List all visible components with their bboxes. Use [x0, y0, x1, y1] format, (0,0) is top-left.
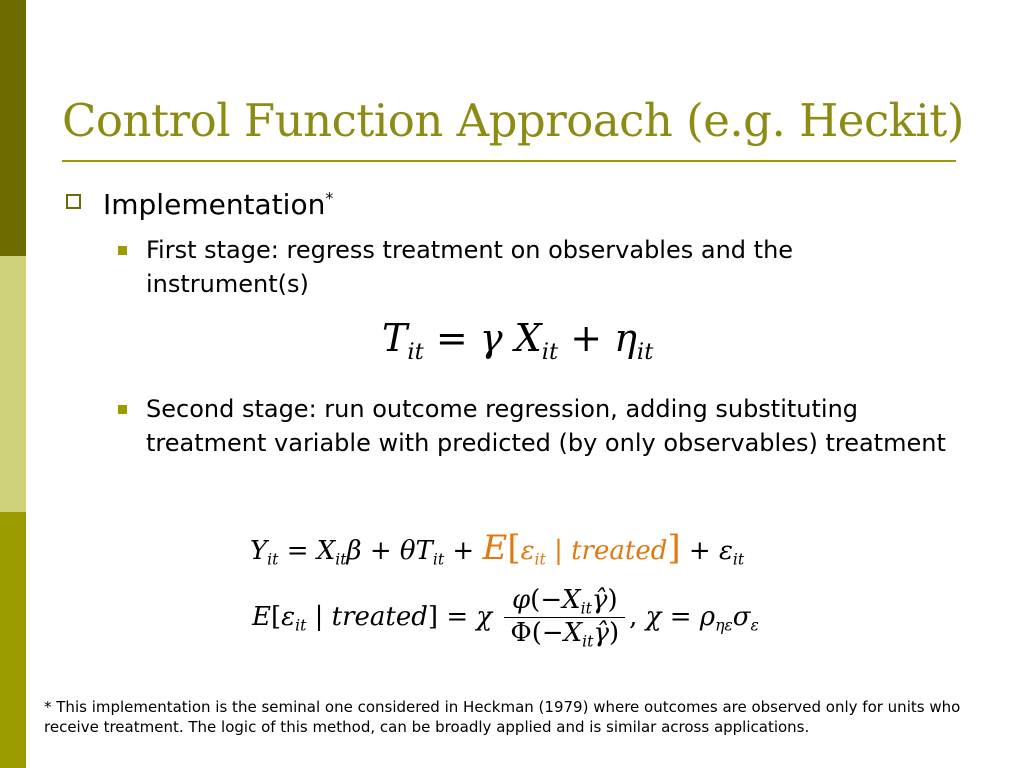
inverse-mills-ratio-fraction: $\frac{\varphi(-X_{it}\gammâ)}{\Phi(-X_{it}\gammâ)}$ — [504, 585, 625, 651]
equation-control-function: $E[\varepsilon_{it}$ | treated] = χ $\frac{\varphi(-X_{it}\gammâ)}{\Phi(-X_{it}\gammâ)}$ , $\chi = \rho_{\eta\varepsilon}\sigma_\varepsilon$ — [252, 585, 759, 651]
filled-square-bullet-icon — [118, 405, 127, 414]
footnote: * This implementation is the seminal one considered in Heckman (1979) where outcomes are observed only for units who receive treatment. The logic of this method, can be broadly applied and is similar across applications. — [44, 698, 961, 736]
decor-bar-bottom — [0, 512, 26, 768]
sub-bullet-first-stage-text: First stage: regress treatment on observables and the instrument(s) — [146, 236, 794, 298]
decor-bar-middle — [0, 256, 26, 512]
bullet-implementation — [66, 188, 333, 221]
title-underline — [62, 160, 956, 162]
filled-square-bullet-icon — [118, 246, 127, 255]
footnote-marker: * — [325, 188, 334, 208]
decor-bar-top — [0, 0, 26, 256]
equation-first-stage: $T_{it} = \gamma$ $X_{it} + \eta_{it}$ — [382, 316, 654, 365]
sub-bullet-second-stage — [118, 392, 948, 460]
sub-bullet-second-stage-text: Second stage: run outcome regression, adding substituting treatment variable with predicted (by only observables) treatment — [146, 395, 946, 457]
equation-second-stage: $Y_{it} = X_{it}\beta + \theta T_{it} + E[\varepsilon_{it}$ | treated] + $\varepsilon_{it}$ — [250, 528, 745, 569]
slide-title: Control Function Approach (e.g. Heckit) — [62, 94, 964, 147]
bullet-implementation-label: Implementation — [103, 188, 326, 221]
hollow-square-bullet-icon — [66, 194, 81, 209]
sub-bullet-first-stage — [118, 233, 938, 301]
